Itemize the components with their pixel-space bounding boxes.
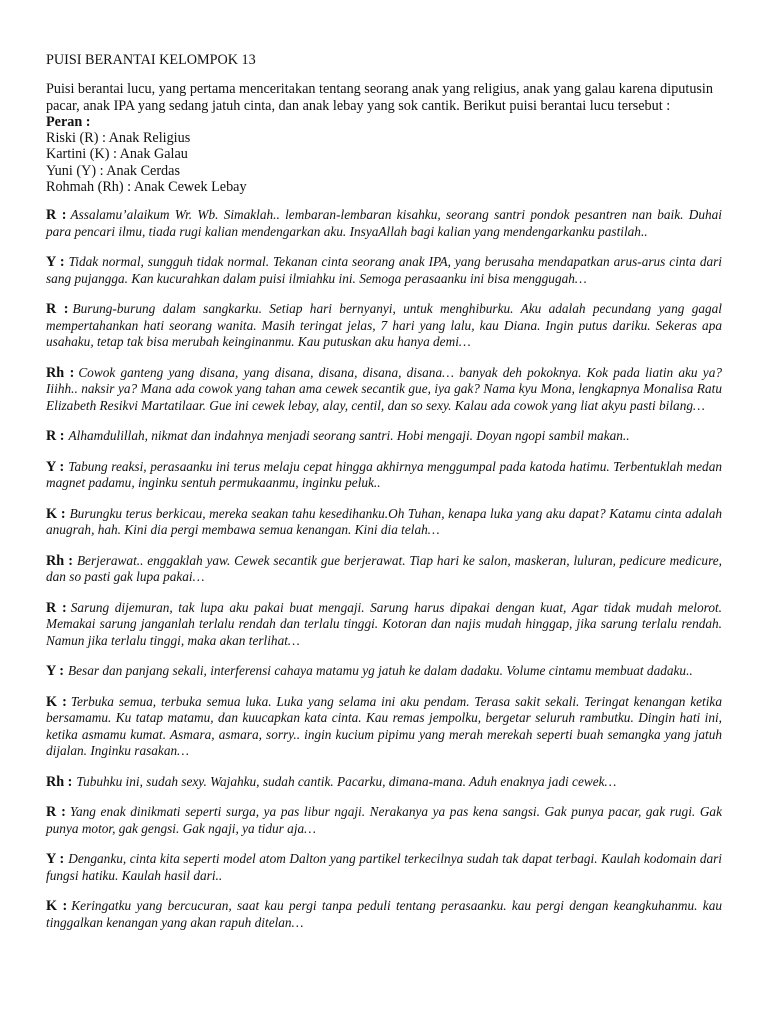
verse-text: Berjerawat.. enggaklah yaw. Cewek secantik gue berjerawat. Tiap hari ke salon, maskeran, luluran, pedicure medicure, dan so pasti gak lupa pakai…: [46, 552, 722, 585]
roles-list: [46, 130, 722, 195]
role-item: Rohmah (Rh) : Anak Cewek Lebay: [46, 179, 247, 196]
verse-speaker: Y :: [46, 851, 65, 868]
verse-text: Tidak normal, sungguh tidak normal. Tekanan cinta seorang anak IPA, yang berusaha mendapatkan arus-arus cinta dari sang pujangga. Kan kucurahkan dalam puisi ilmiahku ini. Semoga perasaanku ini bisa menggugah…: [46, 254, 722, 286]
verse: [46, 600, 722, 650]
verse-text: Cowok ganteng yang disana, yang disana, disana, disana, disana… banyak deh pokoknya. Kok pada liatin aku ya? Iiihh.. naksir ya? Mana ada cowok yang tahan ama cewek secantik gue, iya gak? Nama kyu Mona, lengkapnya Monalisa Ratu Elizabeth Resikvi Martatilaar. Gue ini cewek lebay, alay, centil, dan so sexy. Kalau ada cowok yang liat akyu pasti bilang…: [46, 364, 722, 413]
verse: [46, 694, 722, 760]
verse-text: Tabung reaksi, perasaanku ini terus melaju cepat hingga akhirnya menggumpal pada katoda hatimu. Terbentuklah medan magnet padamu, inginku sentuh permukaanmu, inginku peluk..: [46, 458, 722, 491]
role-item: Riski (R) : Anak Religius: [46, 130, 191, 147]
verse: [46, 851, 722, 884]
verse: [46, 459, 722, 492]
verse-speaker: K :: [46, 898, 68, 915]
verse-text: Burung-burung dalam sangkarku. Setiap hari bernyanyi, untuk menghiburku. Aku adalah pecundang yang gagal mempertahankan hati seorang wanita. Masih teringat jelas, 7 hari yang lalu, kau Diana. Ingin putus dariku. Sekeras apa usahaku, tetap tak bisa merubah keinginanmu. Kau putuskan aku hanya demi…: [46, 301, 722, 350]
verse: [46, 898, 722, 931]
verse: [46, 506, 722, 539]
poem-verses: [46, 207, 722, 931]
verse-text: Terbuka semua, terbuka semua luka. Luka yang selama ini aku pendam. Terasa sakit sekali. Teringat kenangan ketika bersamamu. Ku tatap matamu, dan kuucapkan kata cinta. Kau remas jempolku, bergetar seluruh rambutku. Dingin hati ini, ketika asmamu kumat. Asmara, asmara, sorry.. ingin kucium pipimu yang merah merekah seperti buah semangka yang jatuh dijalan. Inginku rasakan…: [46, 693, 722, 759]
verse: [46, 365, 722, 415]
verse-text: Burungku terus berkicau, mereka seakan tahu kesedihanku.Oh Tuhan, kenapa luka yang aku dapat? Katamu cinta adalah anugrah, hah. Kini dia pergi membawa semua kenangan. Kini dia telah…: [46, 505, 722, 538]
verse: [46, 428, 722, 445]
verse-speaker: Y :: [46, 663, 64, 680]
intro-paragraph: Puisi berantai lucu, yang pertama menceritakan tentang seorang anak yang religius, anak yang galau karena diputusin pacar, anak IPA yang sedang jatuh cinta, dan anak lebay yang sok cantik. Berikut puisi berantai lucu tersebut :: [46, 81, 713, 114]
verse-speaker: R :: [46, 599, 67, 616]
verse-speaker: R :: [46, 301, 69, 318]
verse: [46, 254, 722, 287]
verse: [46, 553, 722, 586]
verse: [46, 774, 722, 791]
verse: [46, 804, 722, 837]
verse-text: Denganku, cinta kita seperti model atom Dalton yang partikel terkecilnya sudah tak dapat terbagi. Kaulah kodomain dari fungsi hatiku. Kaulah hasil dari..: [46, 851, 722, 883]
role-item: Kartini (K) : Anak Galau: [46, 146, 188, 163]
verse-speaker: Rh :: [46, 552, 73, 569]
verse-speaker: Y :: [46, 254, 65, 271]
verse-speaker: K :: [46, 693, 67, 710]
verse-speaker: K :: [46, 505, 66, 522]
verse-speaker: Rh :: [46, 364, 75, 381]
verse-text: Yang enak dinikmati seperti surga, ya pas libur ngaji. Nerakanya ya pas kena sangsi. Gak punya pacar, gak rugi. Gak punya motor, gak gengsi. Gak ngaji, ya tidur aja…: [46, 804, 722, 836]
role-item: Yuni (Y) : Anak Cerdas: [46, 162, 180, 179]
verse-text: Alhamdulillah, nikmat dan indahnya menjadi seorang santri. Hobi mengaji. Doyan ngopi sambil makan..: [68, 428, 630, 444]
verse-speaker: R :: [46, 804, 66, 821]
verse-text: Tubuhku ini, sudah sexy. Wajahku, sudah cantik. Pacarku, dimana-mana. Aduh enaknya jadi cewek…: [76, 773, 617, 789]
verse-text: Besar dan panjang sekali, interferensi cahaya matamu yg jatuh ke dalam dadaku. Volume cintamu membuat dadaku..: [68, 663, 693, 679]
verse-speaker: Rh :: [46, 773, 73, 790]
verse-text: Assalamu’alaikum Wr. Wb. Simaklah.. lembaran-lembaran kisahku, seorang santri pondok pesantren nan baik. Duhai para pencari ilmu, tiada rugi kalian mendengarkan aku. InsyaAllah bagi kalian yang mendengarkanku pastilah..: [46, 207, 722, 239]
roles-heading: Peran :: [46, 113, 91, 130]
verse-text: Keringatku yang bercucuran, saat kau pergi tanpa peduli tentang perasaanku. kau pergi dengan keangkuhanmu. kau tinggalkan kenangan yang akan rapuh ditelan…: [46, 898, 722, 930]
verse-speaker: R :: [46, 428, 65, 445]
verse: [46, 663, 722, 680]
verse-speaker: R :: [46, 207, 67, 224]
verse: [46, 207, 722, 240]
verse: [46, 301, 722, 351]
document-title: PUISI BERANTAI KELOMPOK 13: [46, 52, 256, 68]
verse-text: Sarung dijemuran, tak lupa aku pakai buat mengaji. Sarung harus dipakai dengan kuat, Agar tidak mudah melorot. Memakai sarung janganlah terlalu rendah dan terlalu tinggi. Kotoran dan najis mudah hinggap, jika sarung terlalu rendah. Namun jika terlalu tinggi, maka akan terlihat…: [46, 599, 722, 648]
verse-speaker: Y :: [46, 458, 65, 475]
